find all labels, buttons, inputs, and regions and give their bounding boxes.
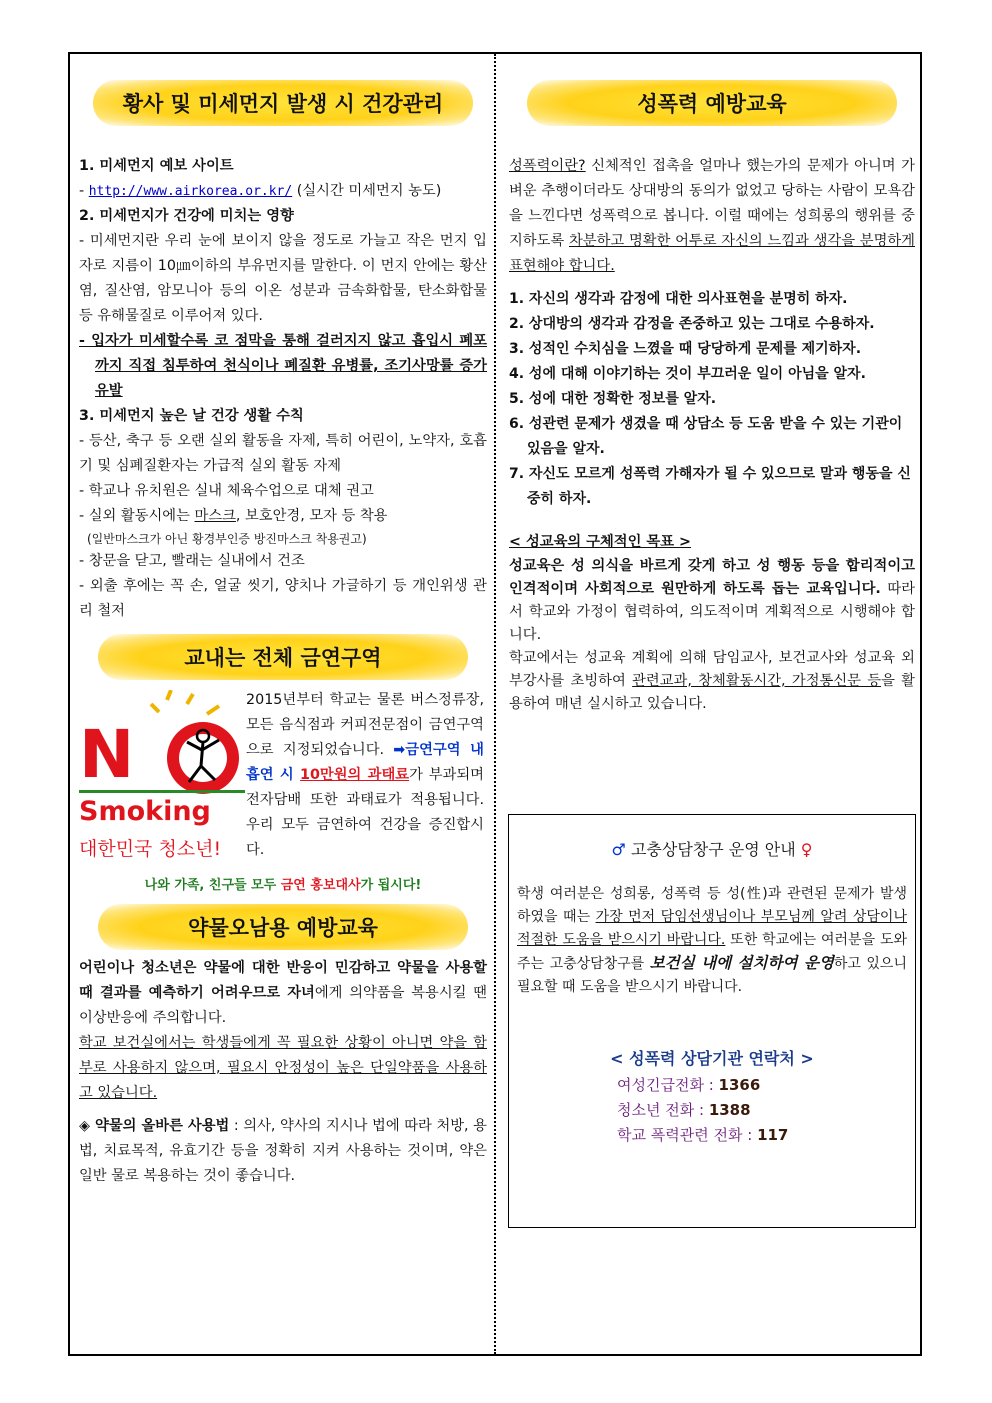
contact-item: 청소년 전화 : 1388 bbox=[617, 1101, 751, 1119]
logo-rule bbox=[79, 790, 245, 793]
dust-section-title: 황사 및 미세먼지 발생 시 건강관리 bbox=[93, 80, 473, 126]
dust-rule-3-note: (일반마스크가 아닌 황경부인증 방진마스크 착용권고) bbox=[87, 532, 367, 546]
dust-h2: 2. 미세먼지가 건강에 미치는 영향 bbox=[79, 208, 294, 224]
smoking-block bbox=[79, 688, 487, 896]
contacts-title: < 성폭력 상담기관 연락처 > bbox=[610, 1049, 814, 1068]
counsel-body: 학생 여러분은 성희롱, 성폭력 등 성(性)과 관련된 문제가 발생 하였을 때는 가장 먼저 담임선생님이나 부모님께 알려 상담이나 적절한 도움을 받으시기 바랍니다. 또한 학교에는 여러분을 도와주는 고충상담창구를 보건실 내에 설치하여 운영하고 있으니 필요할 때 도움을 받으시기 바랍니다. bbox=[517, 886, 907, 995]
dust-p2-emphasis: - 입자가 미세할수록 코 점막을 통해 걸러지지 않고 흡입시 폐포까지 직접 침투하여 천식이나 폐질환 유병률, 조기사망률 증가 유발 bbox=[79, 333, 487, 399]
logo-smoking-text: Smoking bbox=[79, 796, 211, 827]
violence-rule: 6. 성관련 문제가 생겼을 때 상담소 등 도움 받을 수 있는 기관이 있음을 알자. bbox=[509, 416, 903, 457]
violence-rule: 5. 성에 대한 정확한 정보를 알자. bbox=[509, 391, 717, 407]
goal-p1: 성교육은 성 의식을 바르게 갖게 하고 성 행동 등을 합리적이고 인격적이며 사회적으로 원만하게 하도록 돕는 교육입니다. 따라서 학교와 가정이 협력하여, 의도적이며 계획적으로 시행해야 합니다. bbox=[509, 558, 916, 643]
goal-heading: < 성교육의 구체적인 목표 > bbox=[509, 534, 691, 550]
violence-rule: 1. 자신의 생각과 감정에 대한 의사표현을 분명히 하자. bbox=[509, 291, 848, 307]
dust-rule-1: - 등산, 축구 등 오랜 실외 활동을 자제, 특히 어린이, 노약자, 호흡기 및 심폐질환자는 가급적 실외 활동 자제 bbox=[79, 433, 487, 474]
female-symbol-icon: ♀ bbox=[800, 840, 813, 859]
violence-rules-list bbox=[509, 287, 915, 512]
right-column bbox=[509, 80, 915, 716]
airkorea-link[interactable]: http://www.airkorea.or.kr/ bbox=[88, 184, 293, 199]
violence-rule: 4. 성에 대해 이야기하는 것이 부끄러운 일이 아님을 알자. bbox=[509, 366, 866, 382]
no-smoking-logo bbox=[79, 690, 245, 870]
logo-sub-text: 대한민국 청소년! bbox=[79, 838, 222, 860]
dust-rule-2: - 학교나 유치원은 실내 체육수업으로 대체 권고 bbox=[79, 483, 374, 499]
smoking-section-title: 교내는 전체 금연구역 bbox=[98, 634, 468, 680]
contact-item: 여성긴급전화 : 1366 bbox=[617, 1076, 761, 1094]
violence-rule: 2. 상대방의 생각과 감정을 존중하고 있는 그대로 수용하자. bbox=[509, 316, 875, 332]
dust-rule-3: - 실외 활동시에는 마스크, 보호안경, 모자 등 착용 bbox=[79, 508, 388, 524]
logo-no-letter: N bbox=[79, 716, 135, 793]
male-symbol-icon: ♂ bbox=[611, 840, 626, 859]
dust-rule-4: - 창문을 닫고, 빨래는 실내에서 건조 bbox=[79, 553, 305, 569]
column-divider bbox=[494, 54, 496, 1354]
contacts-list bbox=[517, 1073, 907, 1148]
left-column bbox=[79, 80, 487, 1189]
violence-rule: 3. 성적인 수치심을 느꼈을 때 당당하게 문제를 제기하자. bbox=[509, 341, 862, 357]
dust-site-line: - http://www.airkorea.or.kr/ (실시간 미세먼지 농도) bbox=[79, 183, 442, 199]
goal-p2: 학교에서는 성교육 계획에 의해 담임교사, 보건교사와 성교육 외부강사를 초빙하여 관련교과, 창체활동시간, 가정통신문 등을 활용하여 매년 실시하고 있습니다. bbox=[509, 650, 915, 712]
violence-intro: 성폭력이란? 신체적인 접촉을 얼마나 했는가의 문제가 아니며 가벼운 추행이더라도 상대방의 동의가 없었고 당하는 사람이 모욕감을 느낀다면 성폭력으로 봅니다. 이럴 때에는 성희롱의 행위를 중지하도록 차분하고 명확한 어투로 자신의 느낌과 생각을 분명하게 표현해야 합니다. bbox=[509, 158, 915, 274]
counsel-title: ♂ 고충상담창구 운영 안내 ♀ bbox=[611, 840, 813, 859]
drug-p1: 어린이나 청소년은 약물에 대한 반응이 민감하고 약물을 사용할 때 결과를 예측하기 어려우므로 자녀에게 의약품을 복용시킬 땐 이상반응에 주의합니다. bbox=[79, 960, 487, 1026]
drug-p2: 학교 보건실에서는 학생들에게 꼭 필요한 상황이 아니면 약을 함부로 사용하지 않으며, 필요시 안정성이 높은 단일약품을 사용하고 있습니다. bbox=[79, 1035, 487, 1101]
violence-section-title: 성폭력 예방교육 bbox=[527, 80, 897, 126]
dust-p2: - 미세먼지란 우리 눈에 보이지 않을 정도로 가늘고 작은 먼지 입자로 지름이 10㎛이하의 부유먼지를 말한다. 이 먼지 안에는 황산염, 질산염, 암모니아 등의 이온 성분과 금속화합물, 탄소화합물 등 유해물질로 이루어져 있다. bbox=[79, 233, 487, 324]
dust-h1: 1. 미세먼지 예보 사이트 bbox=[79, 158, 234, 174]
violence-rule: 7. 자신도 모르게 성폭력 가해자가 될 수 있으므로 말과 행동을 신중히 하자. bbox=[509, 466, 911, 507]
contact-item: 학교 폭력관련 전화 : 117 bbox=[617, 1126, 789, 1144]
dust-h3: 3. 미세먼지 높은 날 건강 생활 수칙 bbox=[79, 408, 304, 424]
drug-p3: ◈ 약물의 올바른 사용법 : 의사, 약사의 지시나 법에 따라 처방, 용법, 치료목적, 유효기간 등을 정확히 지켜 사용하는 것이며, 약은 일반 물로 복용하는 것이 좋습니다. bbox=[79, 1118, 487, 1184]
drug-section-title: 약물오남용 예방교육 bbox=[98, 904, 468, 950]
counsel-box bbox=[508, 814, 916, 1228]
dust-rule-5: - 외출 후에는 꼭 손, 얼굴 씻기, 양치나 가글하기 등 개인위생 관리 철저 bbox=[79, 578, 487, 619]
smoking-body: 2015년부터 학교는 물론 버스정류장, 모든 음식점과 커피전문점이 금연구역으로 지정되었습니다. ➡금연구역 내 흡연 시 10만원의 과태료가 부과되며 전자담배 또한 과태료가 적용됩니다. 우리 모두 금연하여 건강을 증진합시다. bbox=[246, 692, 484, 858]
smoking-slogan: 나와 가족, 친구들 모두 금연 홍보대사가 됩시다! bbox=[144, 878, 422, 893]
